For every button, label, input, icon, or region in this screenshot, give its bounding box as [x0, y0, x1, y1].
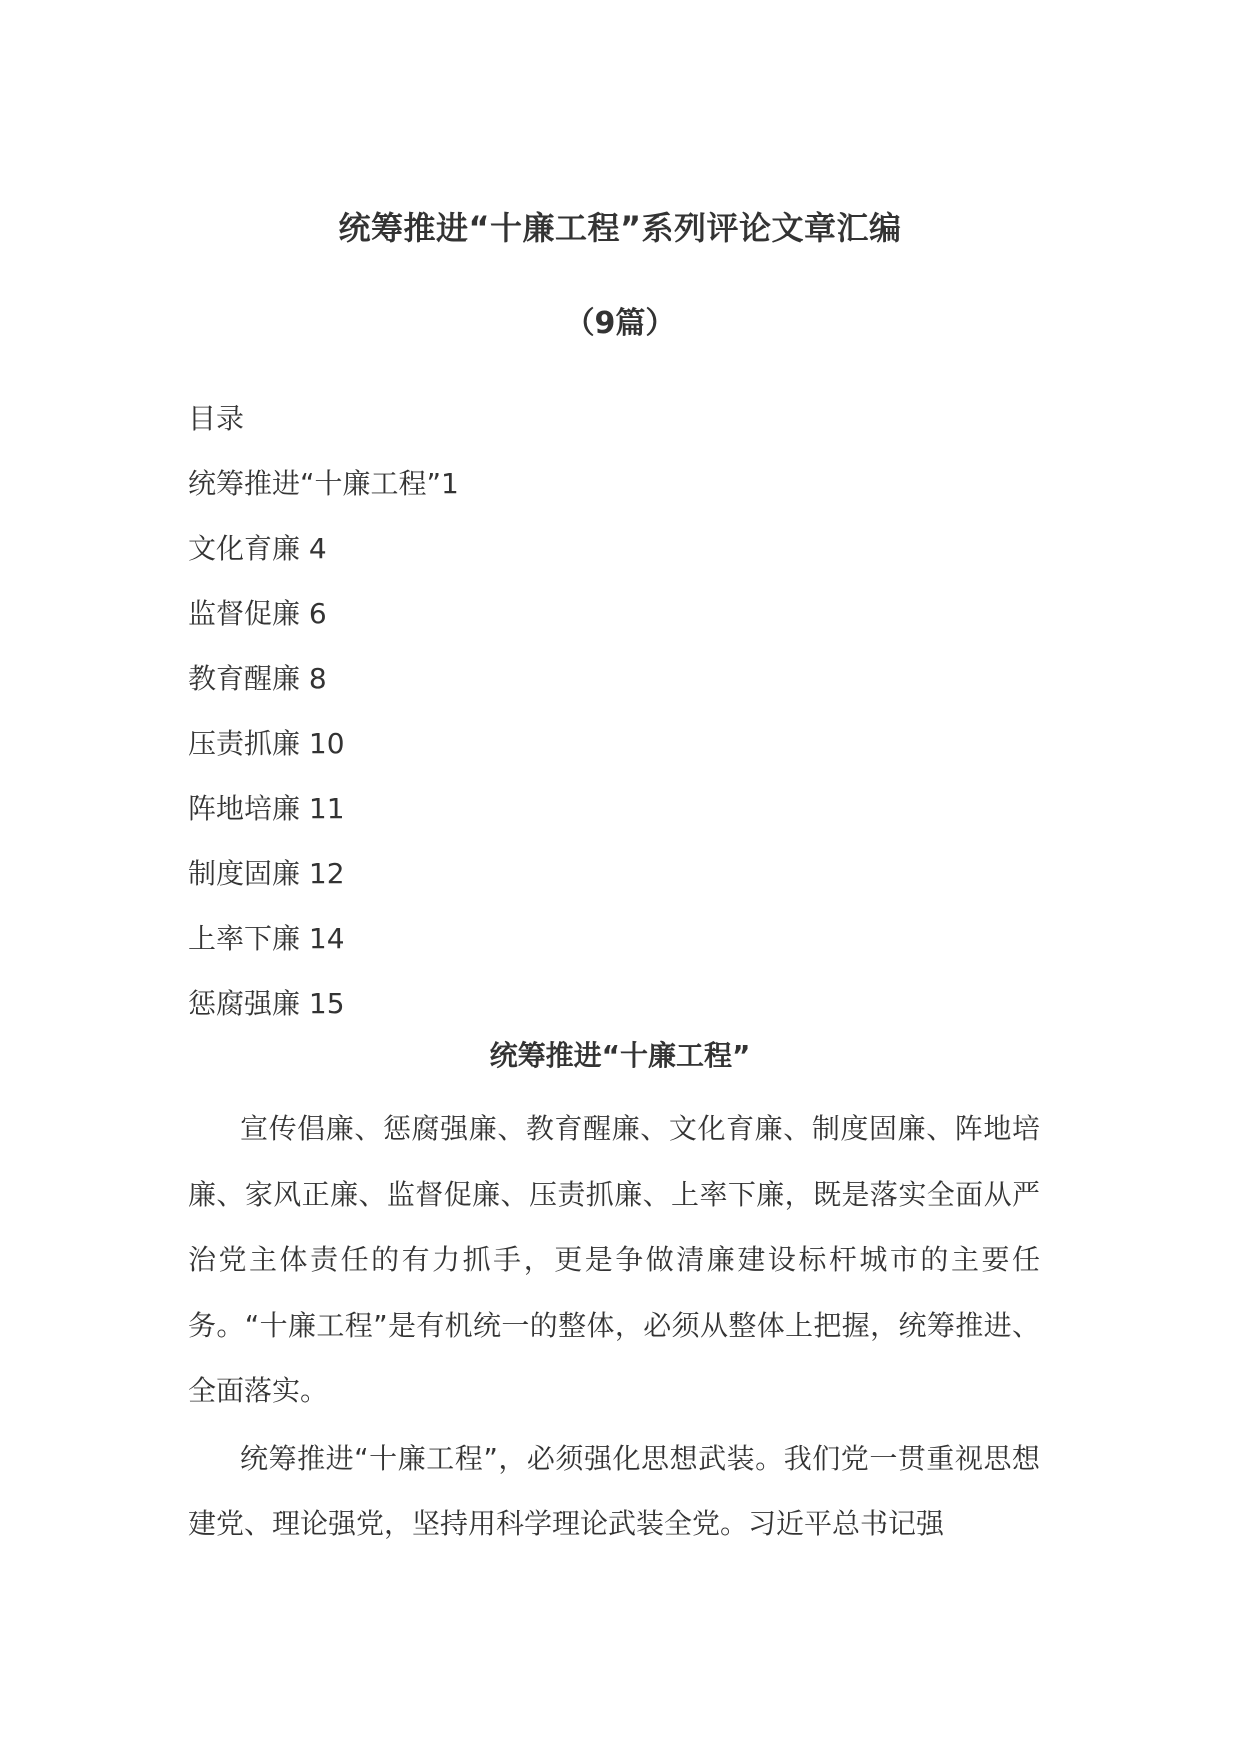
- section-title: 统筹推进“十廉工程”: [489, 1039, 751, 1072]
- body-paragraph: 统筹推进“十廉工程”，必须强化思想武装。我们党一贯重视思想建党、理论强党，坚持用科学理论武装全党。习近平总书记强: [188, 1441, 1040, 1540]
- toc-item: 惩腐强廉 15: [188, 987, 345, 1020]
- document-title: 统筹推进“十廉工程”系列评论文章汇编: [338, 209, 902, 247]
- toc-item: 上率下廉 14: [188, 922, 345, 955]
- toc-item: 监督促廉 6: [188, 597, 327, 630]
- toc-item: 阵地培廉 11: [188, 792, 345, 825]
- document-subtitle: （9篇）: [564, 306, 676, 341]
- toc-item: 压责抓廉 10: [188, 727, 345, 760]
- toc-item: 教育醒廉 8: [188, 662, 327, 695]
- body-paragraph: 宣传倡廉、惩腐强廉、教育醒廉、文化育廉、制度固廉、阵地培廉、家风正廉、监督促廉、压责抓廉、上率下廉，既是落实全面从严治党主体责任的有力抓手，更是争做清廉建设标杆城市的主要任务。“十廉工程”是有机统一的整体，必须从整体上把握，统筹推进、全面落实。: [188, 1112, 1040, 1407]
- section-body: [188, 1096, 1040, 1559]
- toc-item: 统筹推进“十廉工程”1: [188, 467, 459, 500]
- toc-item: 制度固廉 12: [188, 857, 345, 890]
- toc-item: 文化育廉 4: [188, 532, 327, 565]
- table-of-contents: [188, 386, 1068, 1036]
- toc-heading: 目录: [188, 402, 245, 435]
